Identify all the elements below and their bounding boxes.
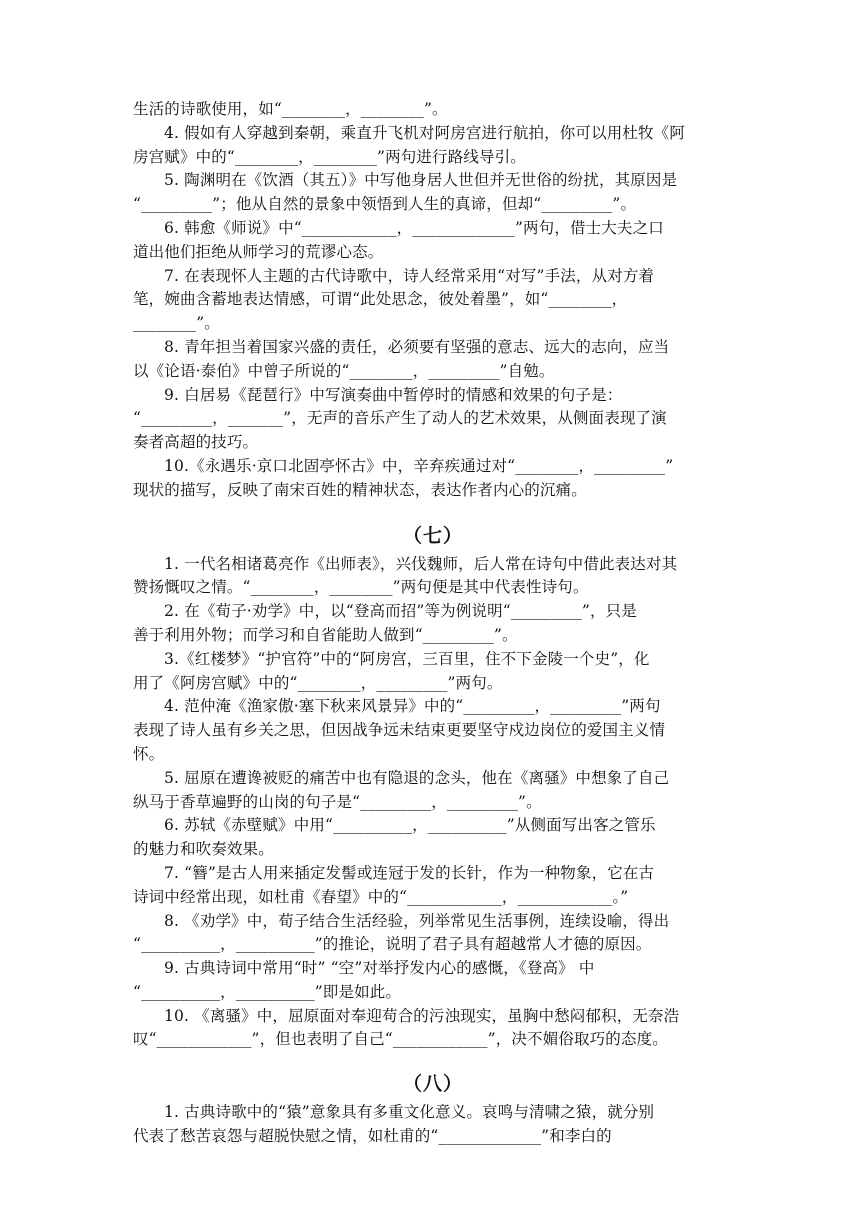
text-line: “__________，__________”的推论，说明了君子具有超越常人才德的原因。	[133, 935, 652, 954]
question-line: 8. 《劝学》中，荀子结合生活经验，列举常见生活事例，连续设喻，得出	[164, 911, 670, 930]
question-line: 8. 青年担当着国家兴盛的责任，必须要有坚强的意志、远大的志向，应当	[164, 337, 670, 356]
text-line: 现状的描写，反映了南宋百姓的精神状态，表达作者内心的沉痛。	[133, 480, 587, 499]
text-line: 笔，婉曲含蓄地表达情感，可谓“此处思念，彼处着墨”，如“________，	[133, 290, 628, 309]
question-line: 6. 韩愈《师说》中“____________，_____________”两句，借士大夫之口	[164, 218, 664, 237]
text-line: 道出他们拒绝从师学习的荒谬心态。	[133, 242, 384, 261]
text-line: 以《论语·泰伯》中曾子所说的“________，_________”自勉。	[133, 361, 555, 380]
document-page	[133, 98, 733, 1149]
question-block-part1	[133, 98, 733, 503]
question-line: 3.《红楼梦》“护官符”中的“阿房宫，三百里，住不下金陵一个史”，化	[164, 649, 650, 668]
text-line: 生活的诗歌使用，如“________，________”。	[133, 100, 448, 118]
question-line: 1. 古典诗歌中的“猿”意象具有多重文化意义。哀鸣与清啸之猿，就分别	[164, 1103, 655, 1122]
question-line: 5. 陶渊明在《饮酒（其五）》中写他身居人世但并无世俗的纷扰，其原因是	[164, 171, 678, 190]
question-line: 1. 一代名相诸葛亮作《出师表》，兴伐魏师，后人常在诗句中借此表达对其	[164, 554, 678, 573]
question-line: 9. 古典诗词中常用“时” “空”对举抒发内心的感慨，《登高》 中	[164, 959, 595, 978]
question-line: 10. 《离骚》中，屈原面对奉迎苟合的污浊现实，虽胸中愁闷郁积，无奈浩	[164, 1006, 680, 1025]
text-line: 代表了愁苦哀怨与超脱快慰之情，如杜甫的“_____________”和李白的	[133, 1127, 612, 1146]
question-line: 7. “簪”是古人用来插定发髻或连冠于发的长针，作为一种物象，它在古	[164, 863, 655, 882]
text-line: 的魅力和吹奏效果。	[133, 840, 274, 859]
text-line: “__________，__________”即是如此。	[133, 982, 402, 1001]
question-line: 5. 屈原在遭谗被贬的痛苦中也有隐退的念头，他在《离骚》中想象了自己	[164, 768, 670, 787]
question-line: 9. 白居易《琵琶行》中写演奏曲中暂停时的情感和效果的句子是：	[164, 385, 623, 404]
text-line: “_________”；他从自然的景象中领悟到人生的真谛，但却“_________”。	[133, 195, 637, 214]
question-line: 2. 在《荀子·劝学》中，以“登高而招”等为例说明“_________”，只是	[164, 602, 637, 621]
question-line: 10.《永遇乐·京口北固亭怀古》中，辛弃疾通过对“________，_________”	[164, 456, 674, 475]
text-line: 诗词中经常出现，如杜甫《春望》中的“____________，____________。”	[133, 887, 629, 906]
text-line: “_________，_______”，无声的音乐产生了动人的艺术效果，从侧面表现了演	[133, 409, 667, 428]
text-line: 奏者高超的技巧。	[133, 433, 259, 452]
text-line: 怀。	[133, 744, 165, 763]
question-line: 7. 在表现怀人主题的古代诗歌中，诗人经常采用“对写”手法，从对方着	[164, 266, 655, 285]
text-line: 表现了诗人虽有乡关之思，但因战争远未结束更要坚守戍边岗位的爱国主义情	[133, 721, 666, 740]
text-line: 纵马于香草遍野的山岗的句子是“_________，_________”。	[133, 792, 542, 811]
text-line: 叹“____________”，但也表明了自己“____________”，决不媚俗取巧的态度。	[133, 1030, 668, 1049]
text-line: 善于利用外物；而学习和自省能助人做到“_________”。	[133, 625, 518, 644]
text-line: ________”。	[133, 314, 220, 333]
text-line: 房宫赋》中的“________，________”两句进行路线导引。	[133, 147, 526, 166]
section-heading-8: （八）	[402, 1073, 463, 1096]
question-line: 6. 苏轼《赤壁赋》中用“__________，__________”从侧面写出客之管乐	[164, 816, 656, 835]
question-block-section8	[133, 1101, 733, 1149]
question-block-section7	[133, 553, 733, 1053]
question-line: 4. 假如有人穿越到秦朝，乘直升飞机对阿房宫进行航拍，你可以用杜牧《阿	[164, 123, 685, 142]
text-line: 赞扬慨叹之情。“________，________”两句便是其中代表性诗句。	[133, 578, 589, 597]
text-line: 用了《阿房宫赋》中的“________，_________”两句。	[133, 673, 503, 692]
section-heading-7: （七）	[402, 524, 463, 547]
question-line: 4. 范仲淹《渔家傲·塞下秋来风景异》中的“_________，_________”两句	[164, 697, 661, 716]
